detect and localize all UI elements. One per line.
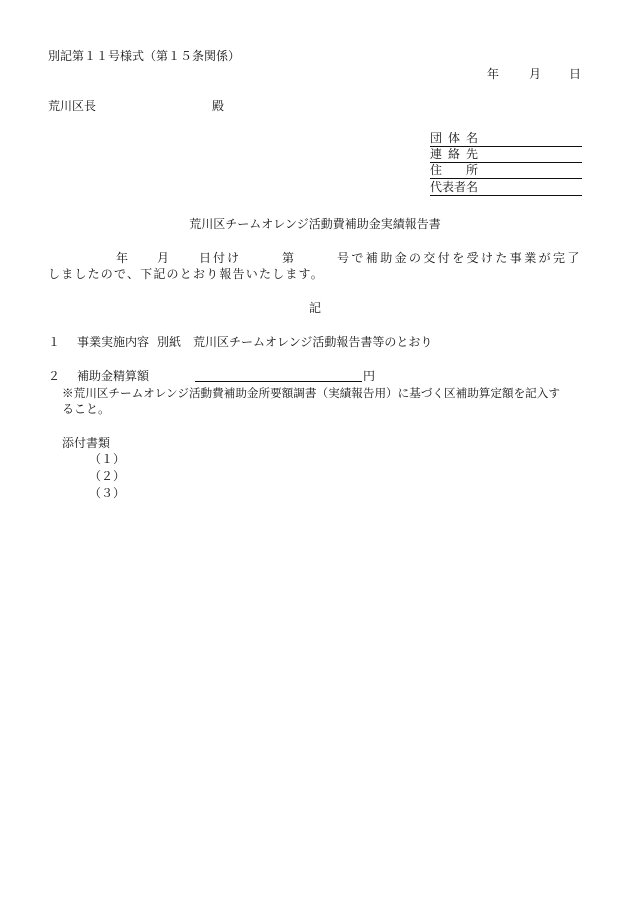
item-1-detail: 別紙 荒川区チームオレンジ活動報告書等のとおり (157, 335, 433, 349)
attachment-item-3: （３） (89, 486, 126, 500)
ki-heading: 記 (308, 301, 321, 315)
contact-label: 連絡先 (430, 147, 485, 161)
attachment-item-1: （１） (89, 452, 126, 466)
item-1-number: １ (48, 335, 61, 349)
attachment-item-2: （２） (89, 469, 126, 483)
org-field (430, 131, 582, 147)
item-2-number: ２ (48, 369, 61, 383)
body-line2: しましたので、下記のとおり報告いたします。 (48, 267, 325, 281)
representative-field (430, 180, 582, 196)
amount-unit: 円 (363, 369, 376, 383)
body-rest-line1: 号で補助金の交付を受けた事業が完了 (337, 251, 582, 265)
form-label: 別記第１１号様式（第１５条関係） (48, 49, 241, 63)
body-dai: 第 (282, 251, 295, 265)
item-2-label: 補助金精算額 (77, 369, 150, 383)
org-label: 団体名 (430, 131, 485, 145)
body-month: 月 (157, 251, 170, 265)
address-label: 住 所 (430, 163, 485, 177)
body-dated: 日付け (199, 251, 242, 265)
address-field (430, 163, 582, 179)
addressee-name: 荒川区長 (48, 99, 97, 113)
date-month: 月 (529, 67, 542, 81)
item-1-label: 事業実施内容 (77, 335, 150, 349)
document-title: 荒川区チームオレンジ活動費補助金実績報告書 (189, 217, 441, 231)
contact-field (430, 147, 582, 163)
date-year: 年 (487, 67, 500, 81)
body-year: 年 (116, 251, 129, 265)
representative-label: 代表者名 (430, 180, 479, 194)
amount-field (195, 367, 362, 382)
attachments-label: 添付書類 (62, 436, 111, 450)
item-2-note-line1: ※荒川区チームオレンジ活動費補助金所要額調書（実績報告用）に基づく区補助算定額を記入す (62, 386, 560, 400)
date-day: 日 (569, 67, 582, 81)
item-2-note-line2: ること。 (62, 402, 111, 416)
addressee-honorific: 殿 (212, 99, 225, 113)
